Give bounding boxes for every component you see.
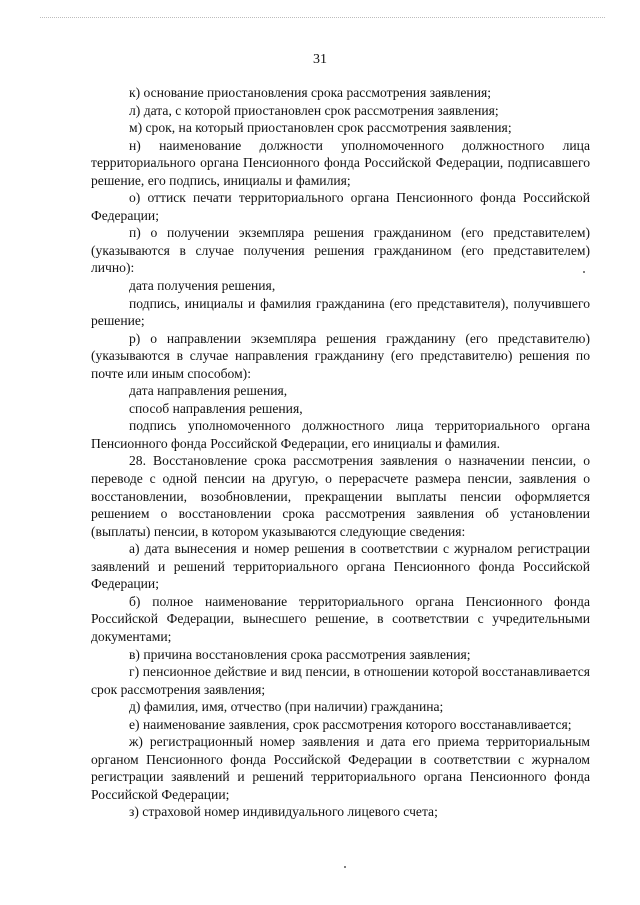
paragraph-zh: ж) регистрационный номер заявления и дата его приема территориальным органом Пенсионного фонда Российской Федерации в соответствии с журналом регистрации заявлений и решений территориального органа Пенсионного фонда Российской Федерации; [91, 734, 590, 802]
paragraph-r-date: дата направления решения, [129, 383, 288, 399]
paragraph-b: б) полное наименование территориального органа Пенсионного фонда Российской Федерации, вынесшего решение, в соответствии с учредительными документами; [91, 593, 590, 644]
paragraph-r-signature: подпись уполномоченного должностного лица территориального органа Пенсионного фонда Российской Федерации, его инициалы и фамилия. [91, 418, 590, 451]
paragraph-p-signature: подпись, инициалы и фамилия гражданина (его представителя), получившего решение; [91, 295, 590, 329]
page-number: 31 [313, 52, 327, 67]
paragraph-g: г) пенсионное действие и вид пенсии, в отношении которой восстанавливается срок рассмотрения заявления; [91, 664, 590, 697]
paragraph-d: д) фамилия, имя, отчество (при наличии) гражданина; [129, 699, 444, 715]
paragraph-28: 28. Восстановление срока рассмотрения заявления о назначении пенсии, о переводе с одной пенсии на другую, о перерасчете размера пенсии, заявления о восстановлении, возобновлении, прекращении выплаты пенсии оформляется решением о восстановлении срока рассмотрения заявления об установлении (выплаты) пенсии, в котором указываются следующие сведения: [91, 453, 590, 539]
paragraph-o: о) оттиск печати территориального органа Пенсионного фонда Российской Федерации; [91, 190, 590, 223]
paragraph-k: к) основание приостановления срока рассмотрения заявления; [129, 85, 492, 100]
document-body [91, 84, 590, 821]
paragraph-e: е) наименование заявления, срок рассмотрения которого восстанавливается; [129, 716, 572, 732]
paragraph-z: з) страховой номер индивидуального лицевого счета; [129, 804, 438, 820]
paragraph-p-date: дата получения решения, [129, 278, 276, 294]
paragraph-r: р) о направлении экземпляра решения гражданину (его представителю) (указываются в случае направления гражданину (его представителю) решения по почте или иным способом): [91, 330, 590, 381]
paragraph-a: а) дата вынесения и номер решения в соответствии с журналом регистрации заявлений и решений территориального органа Пенсионного фонда Российской Федерации; [91, 541, 590, 592]
paragraph-l: л) дата, с которой приостановлен срок рассмотрения заявления; [129, 102, 499, 118]
paragraph-p: п) о получении экземпляра решения гражданином (его представителем) (указываются в случае получения решения гражданином (его представителем) лично): [91, 225, 590, 276]
paragraph-m: м) срок, на который приостановлен срок рассмотрения заявления; [129, 120, 512, 136]
paragraph-v: в) причина восстановления срока рассмотрения заявления; [129, 646, 471, 662]
paragraph-r-method: способ направления решения, [129, 400, 303, 416]
paragraph-n: н) наименование должности уполномоченного должностного лица территориального органа Пенсионного фонда Российской Федерации, подписавшего решение, его подпись, инициалы и фамилия; [91, 137, 590, 188]
scan-artifact-line [40, 17, 605, 18]
scan-speck [344, 866, 346, 868]
